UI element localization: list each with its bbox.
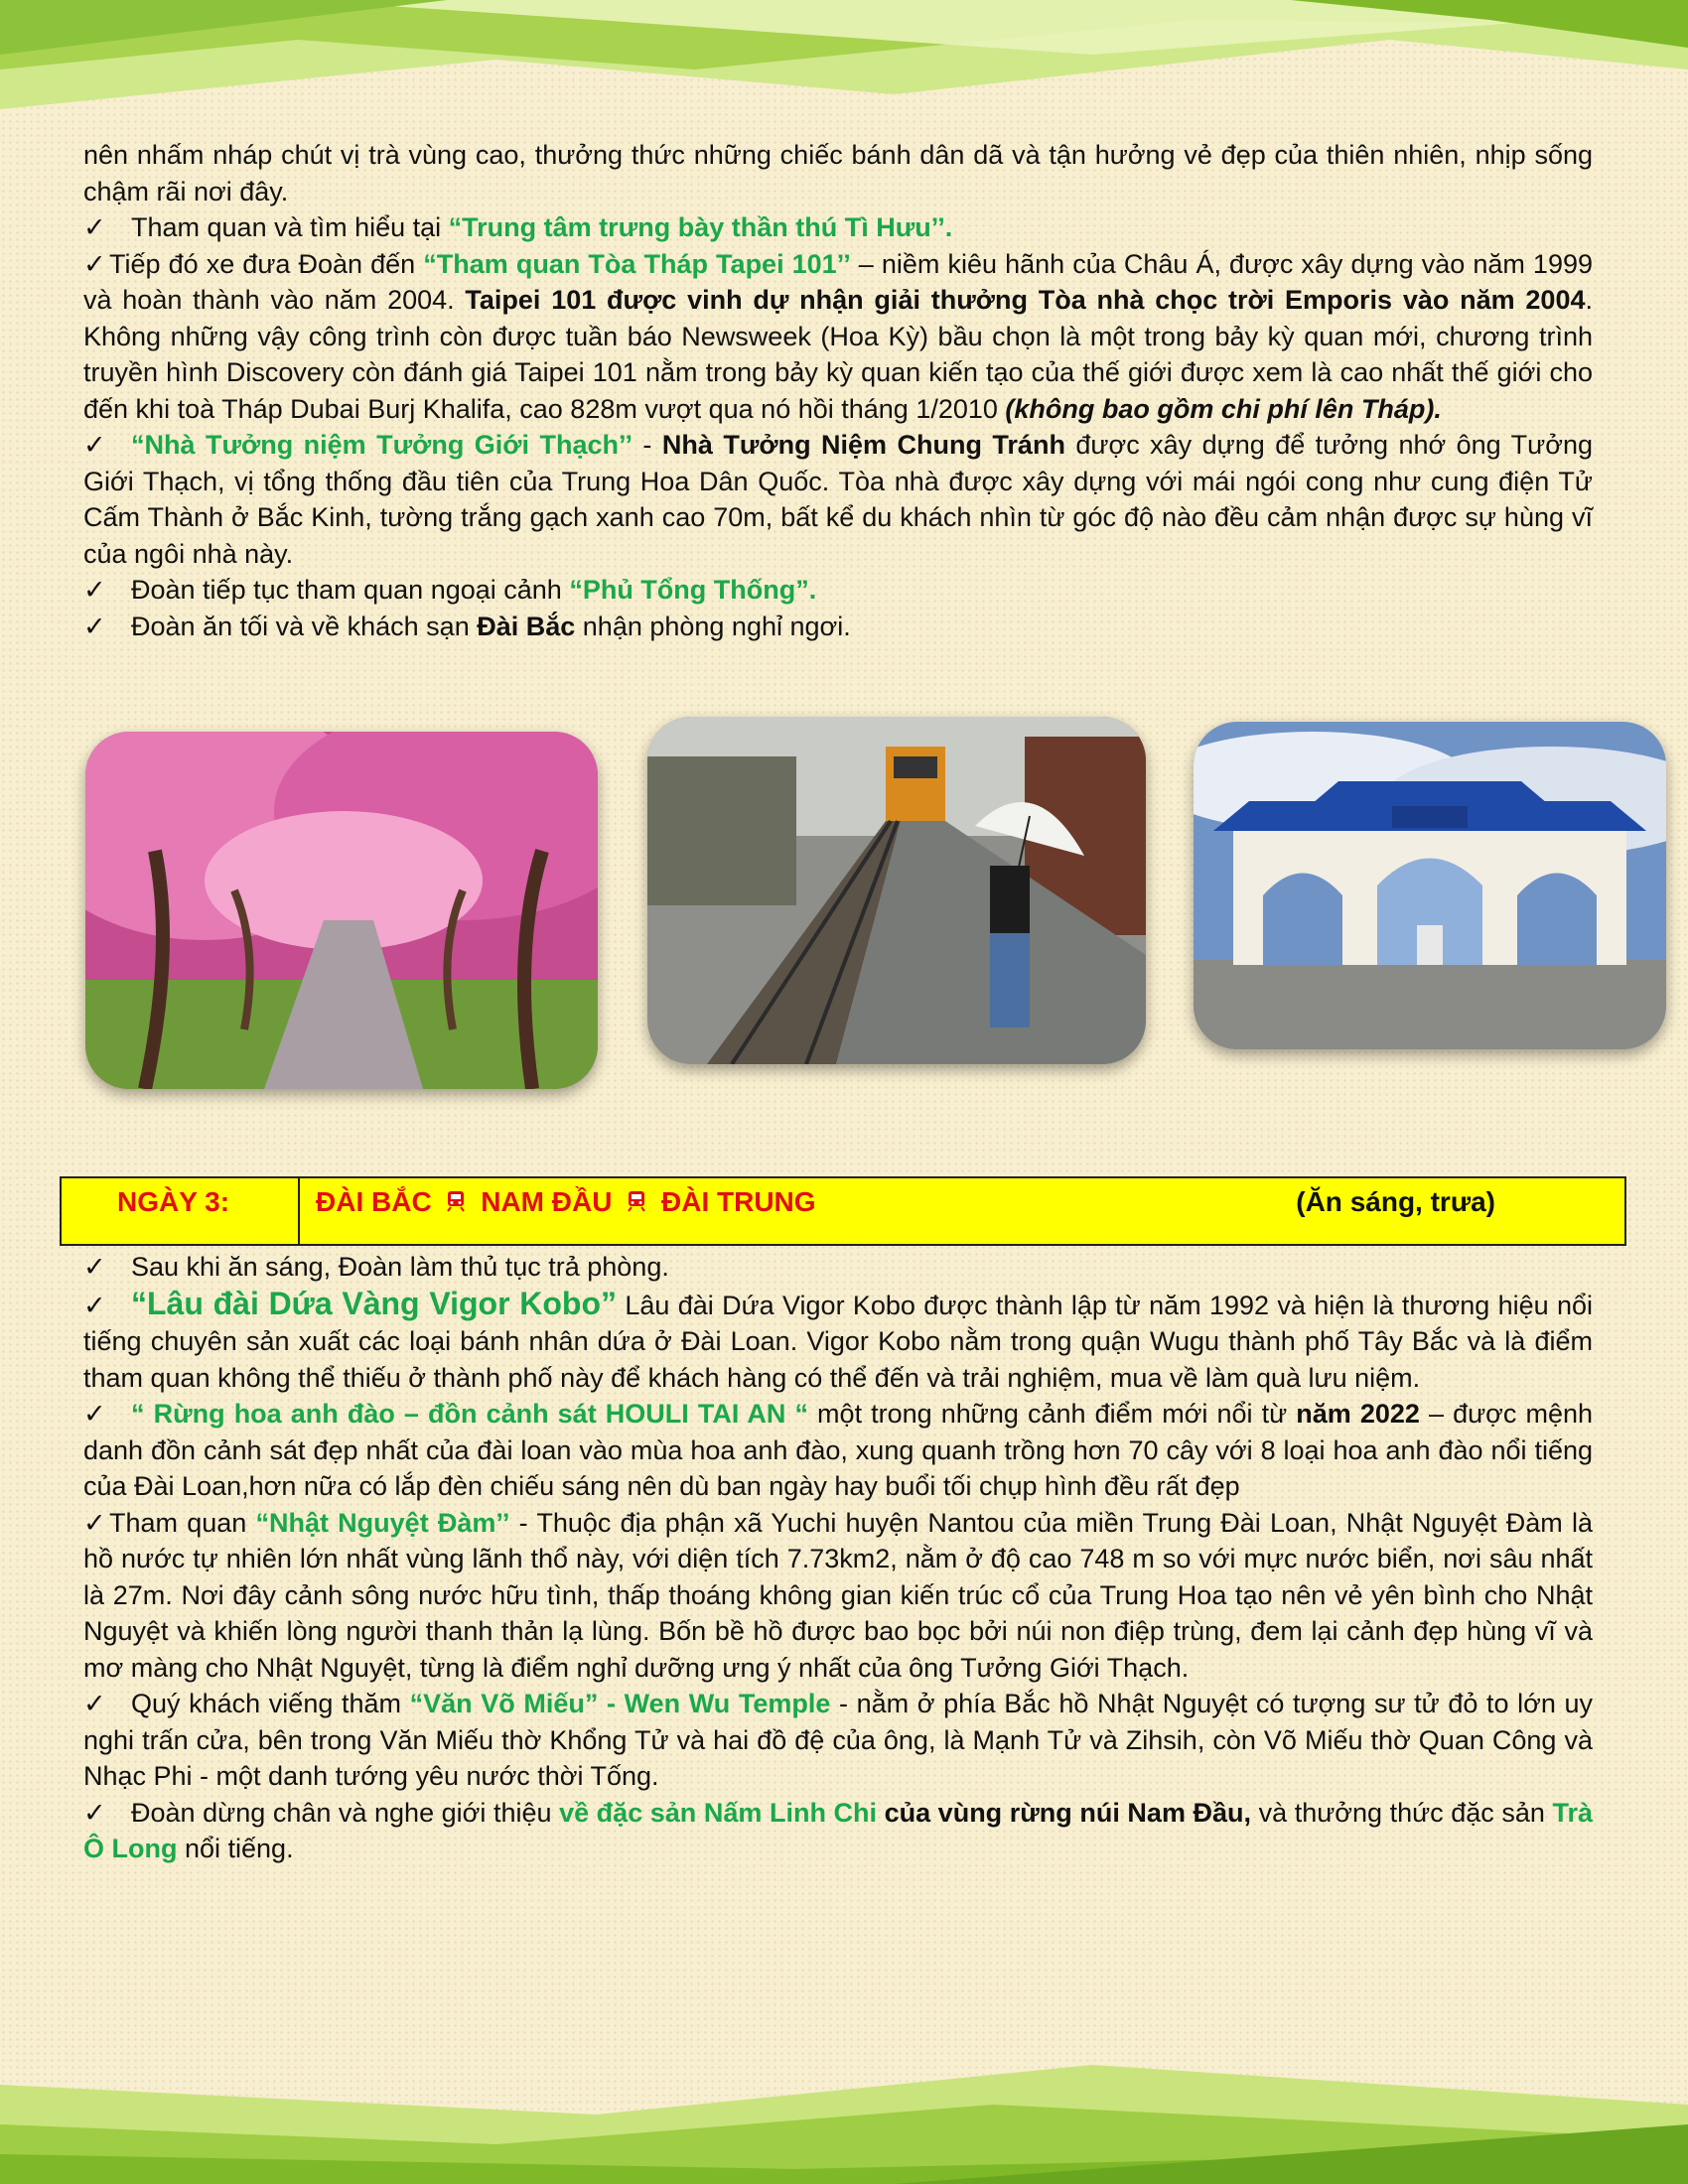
day-route — [300, 1178, 1624, 1244]
photo-cherry-blossom-path — [85, 732, 598, 1089]
day3-header-table — [60, 1176, 1626, 1246]
top-decorative-banner — [0, 0, 1688, 149]
check-icon: ✓ — [83, 1399, 106, 1429]
route-stop-taichung: ĐÀI TRUNG — [661, 1186, 816, 1217]
list-item-houli: ✓ “ Rừng hoa anh đào – đồn cảnh sát HOULI TAI AN “ một trong những cảnh điểm mới nổi từ năm 2022 – được mệnh danh đồn cảnh sát đẹp nhất của đài loan vào mùa hoa anh đào, xung quanh trồng hơn 70 cây với 8 loại hoa anh đào nổi tiếng của Đài Loan,hơn nữa có lắp đèn chiếu sáng nên dù ban ngày hay buổi tối chụp hình đều rất đẹp — [83, 1396, 1593, 1505]
list-item-memorial: ✓ “Nhà Tưởng niệm Tưởng Giới Thạch’’ - Nhà Tưởng Niệm Chung Tránh được xây dựng để tưởng nhớ ông Tưởng Giới Thạch, vị tổng thống đầu tiên của Trung Hoa Dân Quốc. Tòa nhà được xây dựng với mái ngói cong như cung điện Tử Cấm Thành ở Bắc Kinh, tường trắng gạch xanh cao 70m, bất kể du khách nhìn từ góc độ nào đều cảm nhận được sự hùng vĩ của ngôi nhà này. — [83, 427, 1593, 572]
check-icon: ✓ — [83, 248, 106, 279]
check-icon: ✓ — [83, 1252, 106, 1282]
list-item-dinner: ✓ Đoàn ăn tối và về khách sạn Đài Bắc nhận phòng nghỉ ngơi. — [83, 609, 1593, 645]
list-item-vigor-kobo: ✓ “Lâu đài Dứa Vàng Vigor Kobo” Lâu đài Dứa Vigor Kobo được thành lập từ năm 1992 và hiện là thương hiệu nổi tiếng chuyên sản xuất các loại bánh nhân dứa ở Đài Loan. Vigor Kobo nằm trong quận Wugu thành phố Tây Bắc và là điểm tham quan không thể thiếu ở thành phố này để khách hàng có thể đến và trải nghiệm, mua về làm quà lưu niệm. — [83, 1285, 1594, 1393]
check-icon: ✓ — [83, 1689, 106, 1718]
photo-railway-umbrella — [647, 717, 1146, 1064]
day3-content — [83, 1249, 1593, 1867]
check-icon: ✓ — [83, 611, 106, 641]
list-item-tihuu: ✓ Tham quan và tìm hiểu tại “Trung tâm trưng bày thần thú Tì Hưu’’. — [83, 209, 1593, 246]
list-item-wen-wu-temple: ✓ Quý khách viếng thăm “Văn Võ Miếu” - Wen Wu Temple - nằm ở phía Bắc hồ Nhật Nguyệt có tượng sư tử đỏ to lớn uy nghi trấn cửa, bên trong Văn Miếu thờ Khổng Tử và hai đồ đệ của ông, là Mạnh Tử và Zihsih, còn Võ Miếu thờ Quan Công và Nhạc Phi - một danh tướng yêu nước thời Tống. — [83, 1686, 1593, 1795]
list-item-lingzhi: ✓ Đoàn dừng chân và nghe giới thiệu về đặc sản Nấm Linh Chi của vùng rừng núi Nam Đầu, và thưởng thức đặc sản Trà Ô Long nổi tiếng. — [83, 1795, 1593, 1867]
list-item-palace: ✓ Đoàn tiếp tục tham quan ngoại cảnh “Phủ Tổng Thống”. — [83, 572, 1593, 609]
photo-memorial-gate — [1194, 722, 1666, 1049]
check-icon: ✓ — [83, 1507, 106, 1538]
route-stop-nantou: NAM ĐẦU — [481, 1186, 613, 1217]
intro-paragraph: nên nhấm nháp chút vị trà vùng cao, thưởng thức những chiếc bánh dân dã và tận hưởng vẻ đẹp của thiên nhiên, nhịp sống chậm rãi nơi đây. — [83, 140, 1593, 206]
check-icon: ✓ — [83, 1290, 106, 1320]
check-icon: ✓ — [83, 575, 106, 605]
day2-content — [83, 137, 1593, 644]
route-stop-taipei: ĐÀI BẮC — [316, 1186, 432, 1217]
list-item-checkout: ✓ Sau khi ăn sáng, Đoàn làm thủ tục trả phòng. — [83, 1249, 1593, 1286]
train-icon — [445, 1190, 467, 1212]
list-item-taipei101: ✓ Tiếp đó xe đưa Đoàn đến “Tham quan Tòa Tháp Tapei 101’’ – niềm kiêu hãnh của Châu Á, được xây dựng vào năm 1999 và hoàn thành vào năm 2004. Taipei 101 được vinh dự nhận giải thưởng Tòa nhà chọc trời Emporis vào năm 2004. Không những vậy công trình còn được tuần báo Newsweek (Hoa Kỳ) bầu chọn là một trong bảy kỳ quan mới, chương trình truyền hình Discovery còn đánh giá Taipei 101 nằm trong bảy kỳ quan kiến tạo của thế giới được xem là cao nhất thế giới cho đến khi toà Tháp Dubai Burj Khalifa, cao 828m vượt qua nó hồi tháng 1/2010 (không bao gồm chi phí lên Tháp). — [83, 246, 1593, 428]
bottom-decorative-banner — [0, 2045, 1688, 2184]
check-icon: ✓ — [83, 430, 106, 460]
list-item-sun-moon-lake: ✓ Tham quan “Nhật Nguyệt Đàm’’ - Thuộc địa phận xã Yuchi huyện Nantou của miền Trung Đài Loan, Nhật Nguyệt Đàm là hồ nước tự nhiên lớn nhất vùng lãnh thổ này, với diện tích 7.73km2, nằm ở độ cao 748 m so với mực nước biển, nơi sâu nhất là 27m. Nơi đây cảnh sông nước hữu tình, thấp thoáng không gian kiến trúc cổ của Trung Hoa tạo nên vẻ yên bình cho Nhật Nguyệt và khiến lòng người thanh thản lạ lùng. Bốn bề hồ được bao bọc bởi núi non điệp trùng, đem lại cảnh đẹp hùng vĩ và mơ màng cho Nhật Nguyệt, từng là điểm nghỉ dưỡng ưng ý nhất của ông Tưởng Giới Thạch. — [83, 1505, 1593, 1687]
check-icon: ✓ — [83, 212, 106, 242]
day-label: NGÀY 3: — [62, 1178, 300, 1244]
train-icon — [626, 1190, 647, 1212]
check-icon: ✓ — [83, 1797, 106, 1828]
meals-included: (Ăn sáng, trưa) — [1296, 1186, 1495, 1217]
